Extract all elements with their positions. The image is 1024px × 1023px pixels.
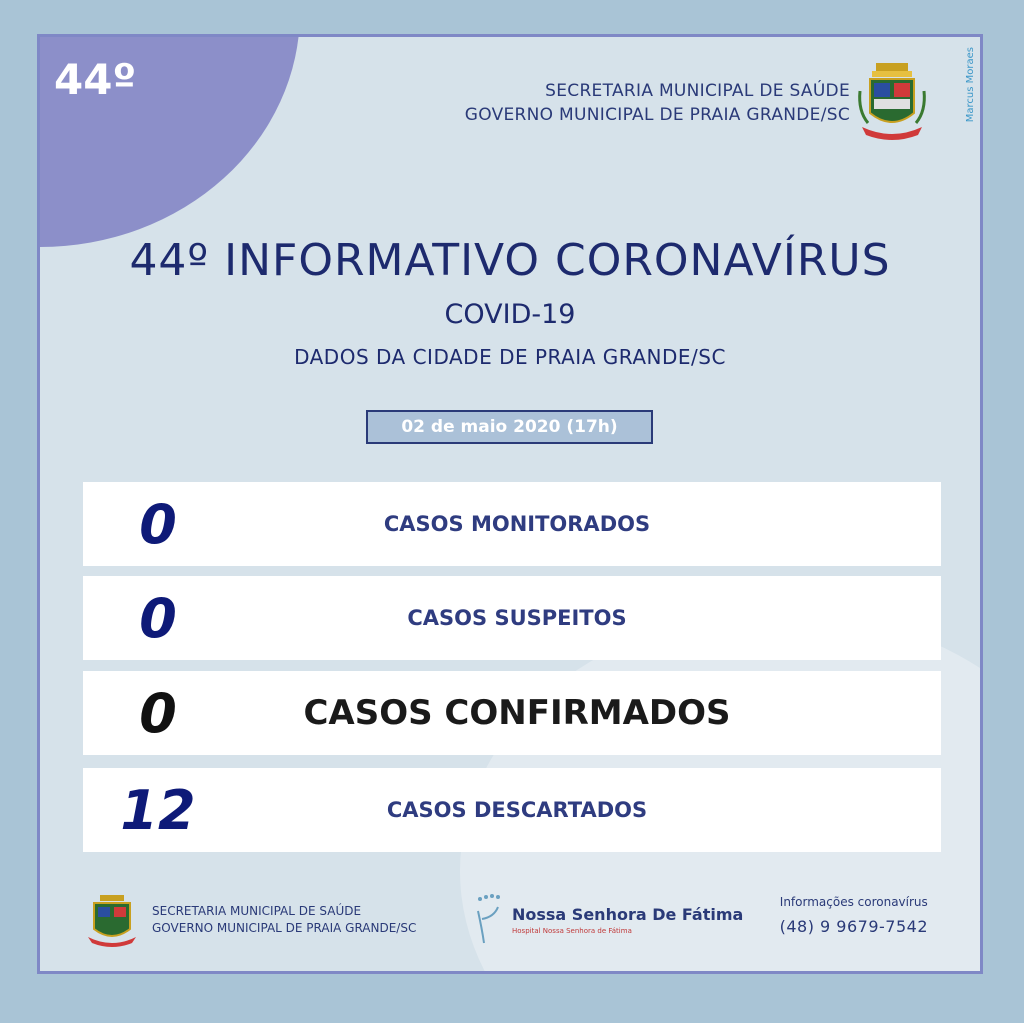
header-line-1: SECRETARIA MUNICIPAL DE SAÚDE — [545, 81, 850, 101]
footer-line-2: GOVERNO MUNICIPAL DE PRAIA GRANDE/SC — [152, 921, 417, 935]
date-text: 02 de maio 2020 (17h) — [401, 417, 618, 437]
stat-value: 0 — [139, 681, 177, 745]
stat-label: CASOS CONFIRMADOS — [303, 693, 731, 733]
stat-value: 12 — [120, 778, 196, 842]
edition-number: 44º — [54, 55, 137, 104]
subtitle: COVID-19 — [444, 299, 576, 330]
municipal-crest-icon — [856, 61, 928, 143]
stat-label: CASOS SUSPEITOS — [407, 606, 627, 630]
stat-label: CASOS DESCARTADOS — [386, 798, 648, 822]
stat-row-confirmados — [83, 671, 941, 755]
stat-row-suspeitos — [83, 576, 941, 660]
info-phone: (48) 9 9679-7542 — [779, 917, 928, 936]
contact-info — [780, 895, 928, 936]
stat-value: 0 — [139, 492, 177, 556]
info-title: Informações coronavírus — [779, 895, 928, 909]
city-line: DADOS DA CIDADE DE PRAIA GRANDE/SC — [294, 345, 726, 369]
header-line-2: GOVERNO MUNICIPAL DE PRAIA GRANDE/SC — [464, 105, 850, 125]
signature: Marcus Moraes — [965, 47, 976, 123]
stat-row-monitorados — [83, 482, 941, 566]
footer-line-1: SECRETARIA MUNICIPAL DE SAÚDE — [152, 904, 362, 918]
header-text — [465, 79, 850, 127]
hospital-logo — [472, 889, 752, 949]
date-badge — [366, 410, 653, 444]
hospital-name: Nossa Senhora De Fátima — [512, 905, 744, 924]
stat-label: CASOS MONITORADOS — [383, 512, 651, 536]
hospital-emblem-icon — [472, 889, 512, 949]
stat-value: 0 — [139, 586, 177, 650]
footer-crest-icon — [84, 893, 140, 949]
stat-row-descartados — [83, 768, 941, 852]
page-title: 44º INFORMATIVO CORONAVÍRUS — [129, 235, 891, 286]
infographic-card — [37, 34, 983, 974]
hospital-subtitle: Hospital Nossa Senhora de Fátima — [512, 927, 632, 935]
footer-text — [152, 903, 416, 937]
